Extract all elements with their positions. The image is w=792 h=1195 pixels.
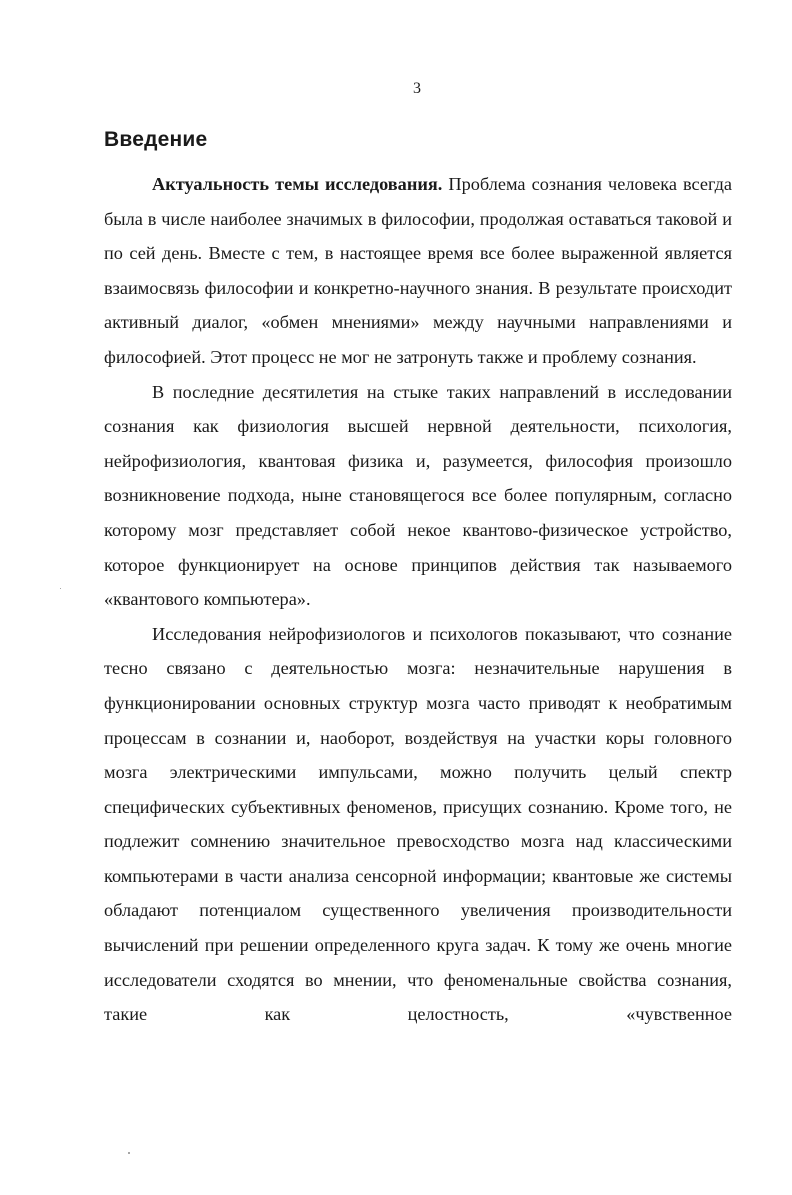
scan-speck [60, 588, 61, 589]
scan-speck [128, 1152, 130, 1154]
paragraph-lead: Актуальность темы исследования. [152, 174, 443, 194]
paragraph-text: Проблема сознания человека всегда была в числе наиболее значимых в философии, продолжая оставаться таковой и по сей день. Вместе с тем, в настоящее время все более выраженной является взаимосвязь философии и конкретно-научного знания. В результате происходит активный диалог, «обмен мнениями» между научными направлениями и философией. Этот процесс не мог не затронуть также и проблему сознания. [104, 174, 733, 367]
paragraph [104, 167, 732, 375]
paragraph: Исследования нейрофизиологов и психологов показывают, что сознание тесно связано с деятельностью мозга: незначительные нарушения в функционировании основных структур мозга часто приводят к необратимым процессам в сознании и, наоборот, воздействуя на участки коры головного мозга электрическими импульсами, можно получить целый спектр специфических субъективных феноменов, присущих сознанию. Кроме того, не подлежит сомнению значительное превосходство мозга над классическими компьютерами в части анализа сенсорной информации; квантовые же системы обладают потенциалом существенного увеличения производительности вычислений при решении определенного круга задач. К тому же очень многие исследователи сходятся во мнении, что феноменальные свойства сознания, такие как целостность, «чувственное [104, 623, 732, 1025]
paragraph: В последние десятилетия на стыке таких направлений в исследовании сознания как физиология высшей нервной деятельности, психология, нейрофизиология, квантовая физика и, разумеется, философия произошло возникновение подхода, ныне становящегося все более популярным, согласно которому мозг представляет собой некое квантово-физическое устройство, которое функционирует на основе принципов действия так называемого «квантового компьютера». [104, 381, 732, 610]
page-number: 3 [413, 80, 421, 97]
body-text [104, 167, 732, 1032]
section-heading: Введение [104, 128, 208, 151]
